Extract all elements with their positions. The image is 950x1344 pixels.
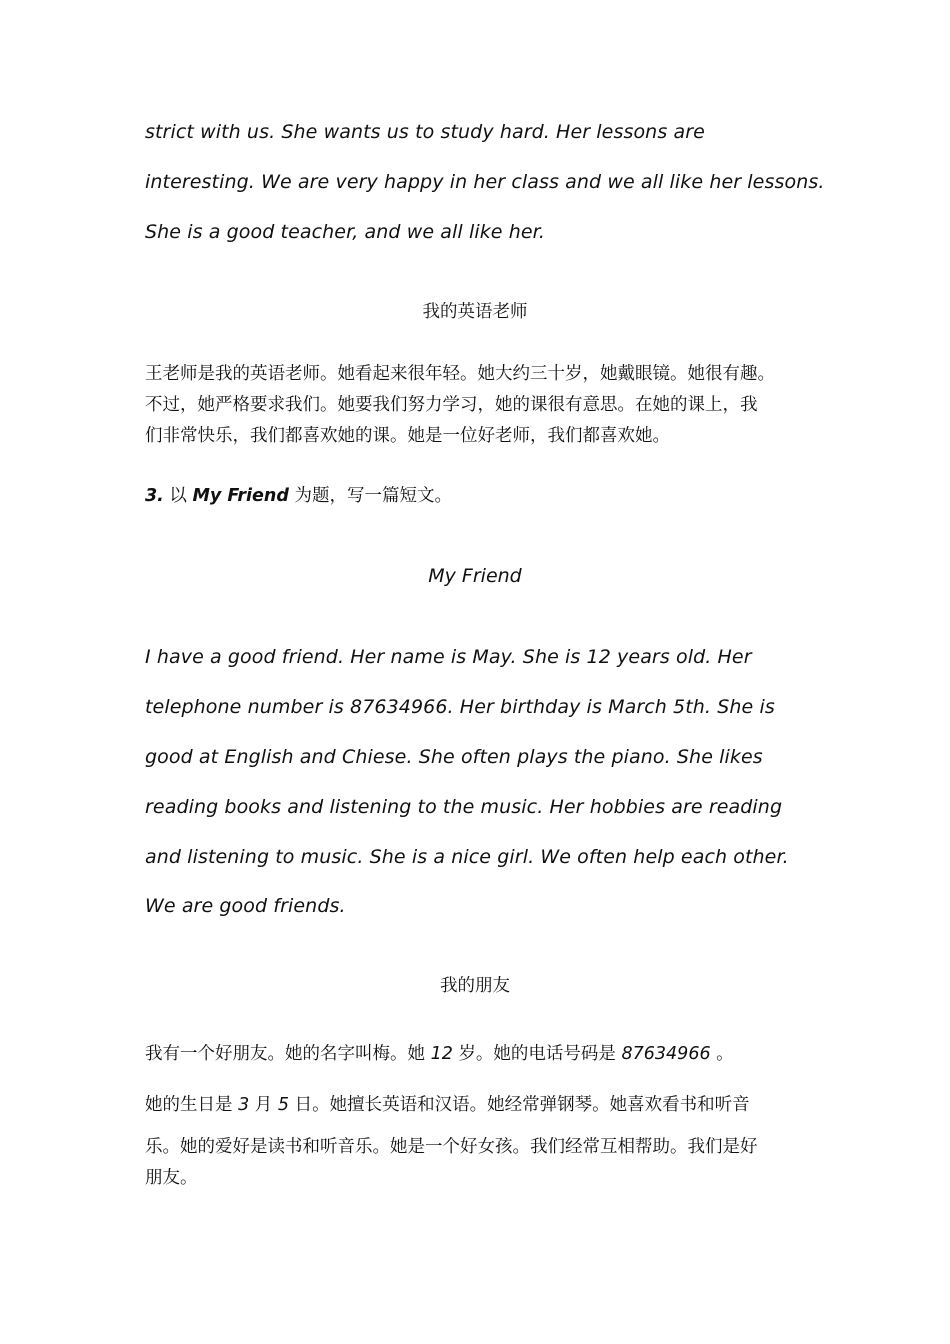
friend-chinese-line-2: [145, 1094, 825, 1116]
friend-chinese-title: 我的朋友: [440, 976, 510, 996]
friend-chinese-line-4: 朋友。: [145, 1168, 198, 1188]
friend-chinese-line-2-b: 月: [254, 1095, 273, 1115]
task-prefix: 以: [169, 486, 187, 506]
task-3-prompt: [145, 484, 825, 508]
birthday-day: 5: [277, 1095, 290, 1115]
friend-english-line-5: and listening to music. She is a nice girl. We often help each other.: [145, 846, 789, 868]
task-topic: My Friend: [192, 486, 289, 506]
teacher-chinese-title: 我的英语老师: [422, 302, 528, 322]
phone-number: 87634966: [621, 1044, 711, 1064]
birthday-month: 3: [238, 1095, 250, 1115]
friend-chinese-line-1: [145, 1043, 825, 1065]
friend-chinese-line-1-c: 。: [716, 1044, 734, 1064]
teacher-chinese-line-1: 王老师是我的英语老师。她看起来很年轻。她大约三十岁，她戴眼镜。她很有趣。: [145, 364, 775, 384]
teacher-english-line-1: strict with us. She wants us to study hard. Her lessons are: [145, 121, 705, 143]
teacher-chinese-line-2: 不过，她严格要求我们。她要我们努力学习，她的课很有意思。在她的课上，我: [145, 395, 758, 415]
friend-chinese-line-1-a: 我有一个好朋友。她的名字叫梅。她: [145, 1044, 425, 1064]
friend-english-line-4: reading books and listening to the music. Her hobbies are reading: [145, 796, 783, 818]
friend-chinese-line-2-a: 她的生日是: [145, 1095, 233, 1115]
friend-chinese-line-3: 乐。她的爱好是读书和听音乐。她是一个好女孩。我们经常互相帮助。我们是好: [145, 1137, 758, 1157]
friend-english-line-1: I have a good friend. Her name is May. She is 12 years old. Her: [145, 646, 752, 668]
task-number: 3.: [145, 486, 164, 506]
friend-english-line-3: good at English and Chiese. She often plays the piano. She likes: [145, 746, 763, 768]
friend-english-title: My Friend: [428, 565, 522, 587]
friend-chinese-line-1-b: 岁。她的电话号码是: [458, 1044, 616, 1064]
teacher-english-line-2: interesting. We are very happy in her class and we all like her lessons.: [145, 171, 825, 193]
teacher-english-line-3: She is a good teacher, and we all like her.: [145, 221, 545, 243]
age-number: 12: [430, 1044, 453, 1064]
friend-english-line-2: telephone number is 87634966. Her birthday is March 5th. She is: [145, 696, 775, 718]
teacher-chinese-line-3: 们非常快乐，我们都喜欢她的课。她是一位好老师，我们都喜欢她。: [145, 426, 670, 446]
friend-chinese-line-2-c: 日。她擅长英语和汉语。她经常弹钢琴。她喜欢看书和听音: [294, 1095, 750, 1115]
task-suffix: 为题，写一篇短文。: [294, 486, 452, 506]
friend-english-line-6: We are good friends.: [145, 895, 346, 917]
